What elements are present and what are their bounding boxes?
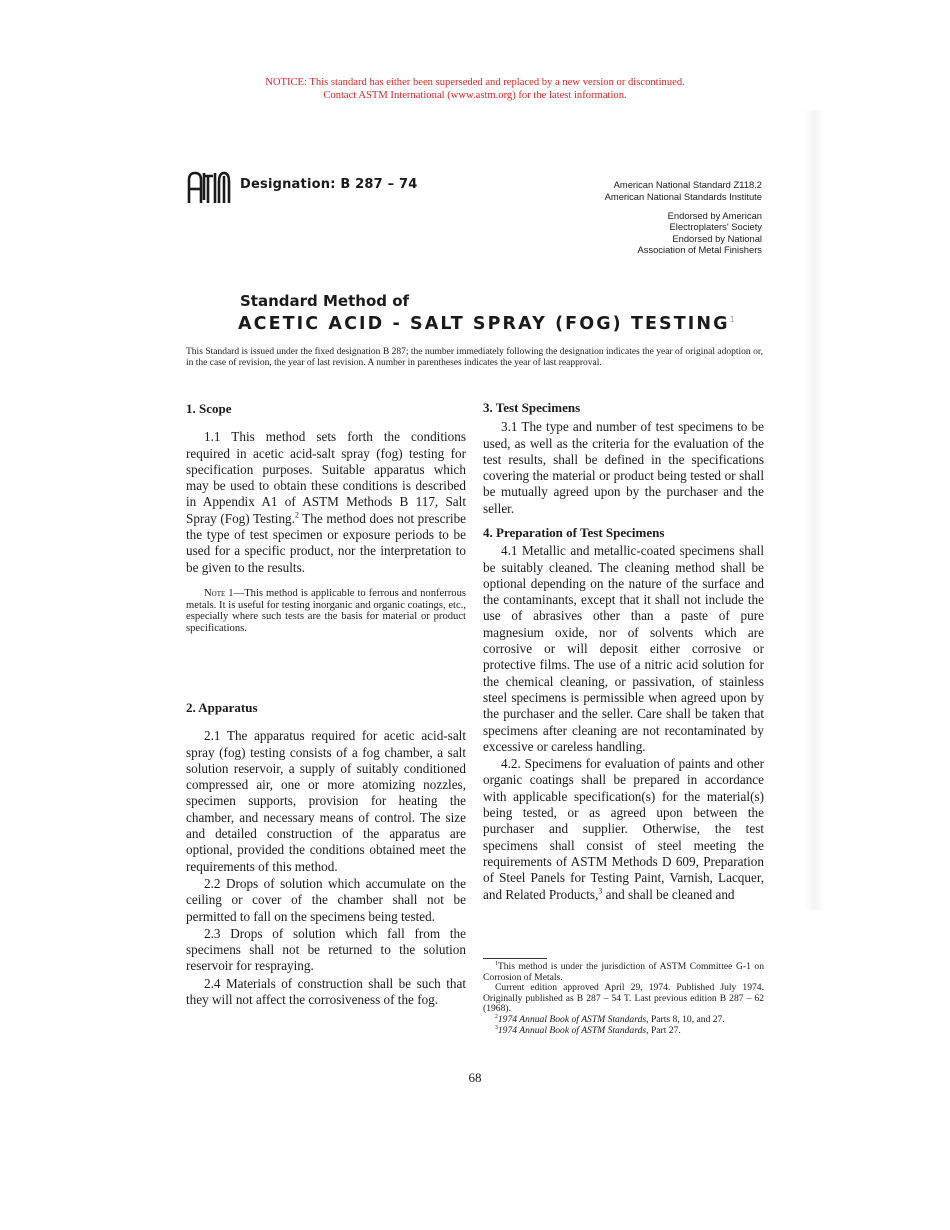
footnotes	[483, 962, 764, 1036]
section-preparation	[483, 525, 764, 903]
scan-shadow	[803, 110, 825, 910]
astm-logo-text: ASTM	[209, 205, 212, 206]
note-label: Note 1	[204, 587, 234, 599]
endorse-line-4: Association of Metal Finishers	[637, 243, 762, 255]
section-test-specimens	[483, 400, 764, 517]
section-scope	[186, 401, 466, 634]
endorsements	[637, 210, 762, 255]
preparation-footnote-ref: 3	[598, 886, 603, 896]
designation: Designation: B 287 – 74	[240, 177, 418, 192]
american-national-standard	[605, 179, 762, 202]
apparatus-paragraph-2: 2.2 Drops of solution which accumulate on the ceiling or cover of the chamber shall not be permitted to fall on the specimens being tested.	[186, 875, 466, 924]
apparatus-heading: 2. Apparatus	[186, 700, 258, 715]
apparatus-paragraph-3: 2.3 Drops of solution which fall from the specimens shall not be returned to the solution reservoir for respraying.	[186, 925, 466, 974]
apparatus-paragraph-1: 2.1 The apparatus required for acetic acid-salt spray (fog) testing consists of a fog chamber, a salt solution reservoir, a supply of suitably conditioned compressed air, one or more atomizing nozzles, specimen supports, provision for heating the chamber, and necessary means of control. The size and detailed construction of the apparatus are optional, provided the conditions obtained meet the requirements of this method.	[186, 728, 466, 874]
test-specimens-paragraph: 3.1 The type and number of test specimens to be used, as well as the criteria for the evaluation of the test results, shall be defined in the specifications covering the material or product being tested or shall be mutually agreed upon by the purchaser and the seller.	[483, 419, 764, 516]
supersession-notice	[0, 76, 950, 102]
footnote-1b: Current edition approved April 29, 1974. Published July 1974. Originally published as B 287 – 54 T. Last previous edition B 287 – 62 (1968).	[483, 982, 764, 1015]
notice-line-1: NOTICE: This standard has either been superseded and replaced by a new version or discontinued.	[265, 77, 685, 88]
ans-number: American National Standard Z118.2	[613, 179, 762, 190]
endorse-line-1: Endorsed by American	[667, 210, 762, 221]
scope-paragraph: 1.1 This method sets forth the conditions required in acetic acid-salt spray (fog) testing for specification purposes. Suitable apparatus which may be used to obtain these conditions is described in Appendix A1 of ASTM Methods B 117, Salt Spray (Fog) Testing.$^2$ The method does not prescribe the type of test specimen or exposure periods to be used for a specific product, nor the interpretation to be given to the results.	[186, 429, 467, 575]
preparation-paragraph-1: 4.1 Metallic and metallic-coated specimens shall be suitably cleaned. The cleaning method shall be optional depending on the nature of the surface and the contaminants, except that it shall not include the use of abrasives other than a paste of pure magnesium oxide, nor of solvents which are corrosive or will deposit either corrosive or protective films. The use of a nitric acid solution for the chemical cleaning, or passivation, of stainless steel specimens is permissible when agreed upon by the purchaser and the seller. Care shall be taken that specimens after cleaning are not recontaminated by excessive or careless handling.	[483, 543, 764, 754]
preparation-paragraph-2: 4.2. Specimens for evaluation of paints and other organic coatings shall be prepared in accordance with applicable specification(s) for the material(s) being tested, or as agreed upon between the purchaser and supplier. Otherwise, the test specimens shall consist of steel meeting the requirements of ASTM Methods D 609, Preparation of Steel Panels for Testing Paint, Varnish, Lacquer, and Related Products,$^3$ and shall be cleaned and	[483, 756, 764, 902]
endorse-line-3: Endorsed by National	[672, 232, 762, 244]
ans-institute: American National Standards Institute	[604, 190, 762, 202]
footnote-1: $^1$This method is under the jurisdiction of ASTM Committee G-1 on Corrosion of Metals.	[483, 960, 764, 983]
title-footnote-mark: 1	[729, 315, 735, 325]
page-number: 68	[468, 1070, 482, 1085]
endorse-line-2: Electroplaters' Society	[669, 221, 762, 233]
apparatus-paragraph-4: 2.4 Materials of construction shall be such that they will not affect the corrosiveness of the fog.	[186, 975, 466, 1008]
scope-footnote-ref: 2	[294, 510, 299, 520]
document-subtitle: Standard Method of	[240, 292, 410, 310]
issuance-statement: This Standard is issued under the fixed designation B 287; the number immediately following the designation indicates the year of original adoption or, in the case of revision, the year of last revision. A number in parentheses indicates the year of last reapproval.	[186, 347, 763, 368]
section-apparatus	[186, 700, 466, 1008]
footnote-3: $^3$1974 Annual Book of ASTM Standards, Part 27.	[495, 1024, 681, 1036]
astm-logo	[186, 170, 232, 211]
test-specimens-heading: 3. Test Specimens	[483, 400, 581, 415]
astm-logo-icon	[186, 170, 232, 206]
document-title-text: ACETIC ACID - SALT SPRAY (FOG) TESTING	[238, 314, 730, 334]
notice-line-2: Contact ASTM International (www.astm.org) for the latest information.	[323, 90, 627, 101]
note-text: —This method is applicable to ferrous and nonferrous metals. It is useful for testing inorganic and organic coatings, etc., especially where such tests are the basis for material or product specifications.	[186, 587, 466, 634]
footnote-2: $^2$1974 Annual Book of ASTM Standards, Parts 8, 10, and 27.	[495, 1013, 725, 1025]
scope-note	[186, 588, 466, 634]
preparation-heading: 4. Preparation of Test Specimens	[483, 525, 665, 540]
document-title	[238, 314, 735, 334]
footnote-rule	[483, 958, 547, 959]
scope-heading: 1. Scope	[186, 401, 232, 416]
